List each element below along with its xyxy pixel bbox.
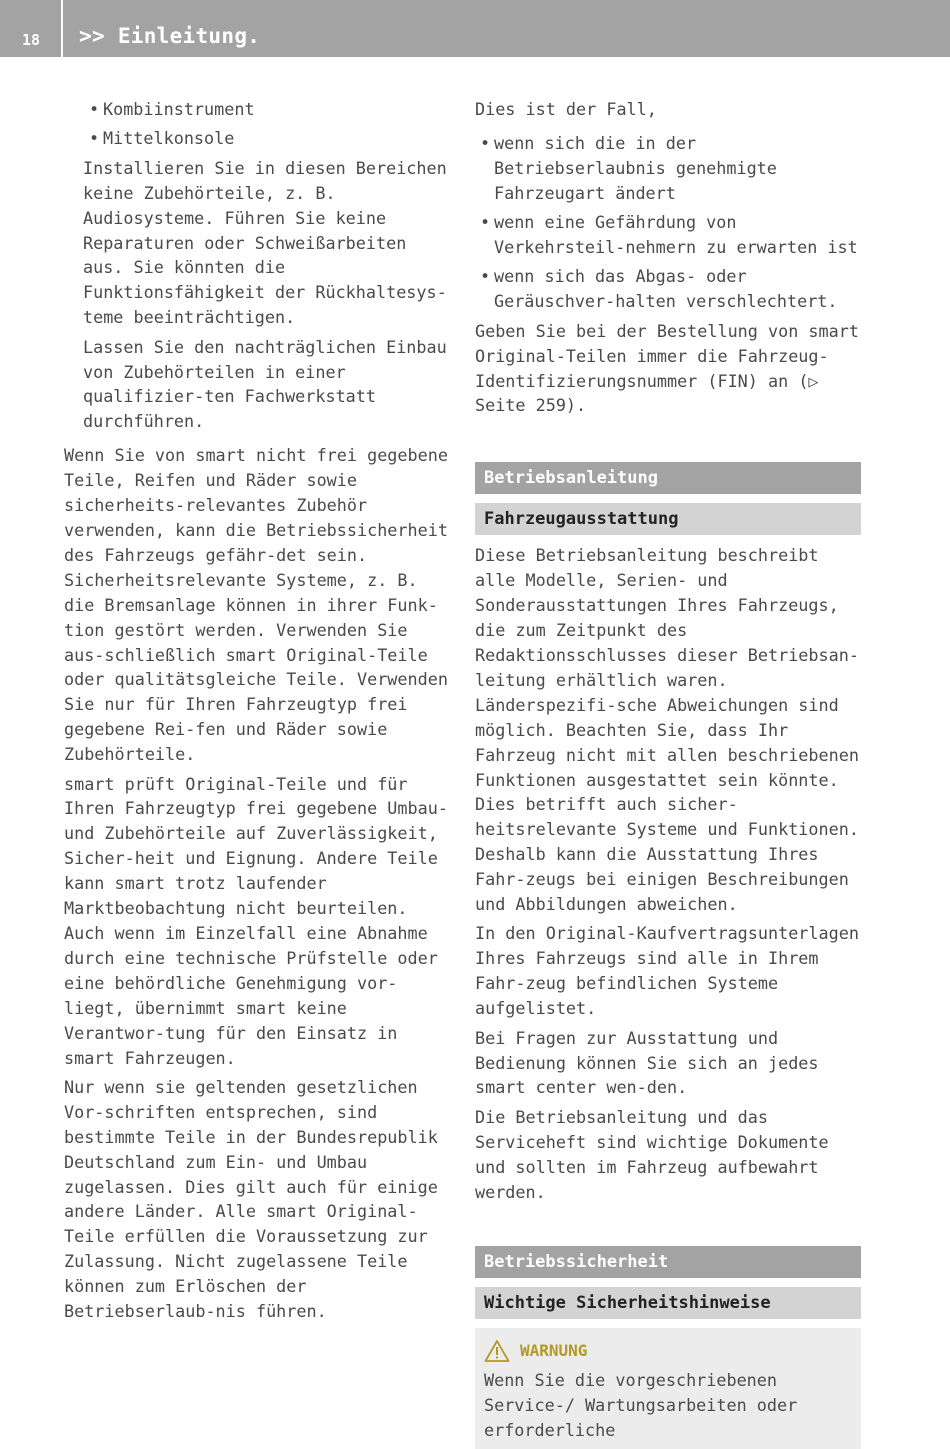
right-column	[475, 97, 861, 1449]
body-paragraph: Bei Fragen zur Ausstattung und Bedienung können Sie sich an jedes smart center wen-den.	[475, 1027, 819, 1098]
body-paragraph: Diese Betriebsanleitung beschreibt alle Modelle, Serien- und Sonderausstattungen Ihres Fahrzeugs, die zum Zeitpunkt des Redaktionsschlusses dieser Betriebsan-leitung erhältlich waren. Länderspezifi-sche Abweichungen sind möglich. Beachten Sie, dass Ihr Fahrzeug nicht mit allen beschriebenen Funktionen ausgestattet sein könnte. Dies betrifft auch sicher-heitsrelevante Systeme und Funktionen. Deshalb kann die Ausstattung Ihres Fahr-zeugs bei einigen Beschreibungen und Abbildungen abweichen.	[475, 545, 859, 915]
subsection-heading: Wichtige Sicherheitshinweise	[475, 1287, 861, 1319]
intro-text: Dies ist der Fall,	[475, 99, 657, 119]
warning-header	[484, 1334, 851, 1368]
warning-triangle-icon	[484, 1339, 510, 1363]
section-heading: Betriebsanleitung	[475, 462, 861, 494]
bullet-icon: •	[89, 99, 100, 119]
bullet-icon: •	[480, 266, 491, 287]
page-number: 18	[0, 0, 63, 57]
indented-paragraph: Installieren Sie in diesen Bereichen keine Zubehörteile, z. B. Audiosysteme. Führen Sie keine Reparaturen oder Schweißarbeiten aus. Sie könnten die Funktionsfähigkeit der Rückhaltesys-teme beeinträchtigen.	[83, 157, 447, 328]
body-paragraph: smart prüft Original-Teile und für Ihren Fahrzeugtyp frei gegebene Umbau- und Zubehörteile auf Zuverlässigkeit, Sicher-heit und Eignung. Andere Teile kann smart trotz laufender Marktbeobachtung nicht beurteilen. Auch wenn im Einzelfall eine Abnahme durch eine technische Prüfstelle oder eine behördliche Genehmigung vor-liegt, übernimmt smart keine Verantwor-tung für den Einsatz in smart Fahrzeugen.	[64, 773, 448, 1068]
indented-paragraph: Lassen Sie den nachträglichen Einbau von Zubehörteilen in einer qualifizier-ten Fachwerkstatt durchführen.	[83, 336, 447, 432]
body-paragraph	[475, 319, 861, 419]
left-column	[64, 97, 454, 1329]
body-paragraph: Wenn Sie von smart nicht frei gegebene Teile, Reifen und Räder sowie sicherheits-relevantes Zubehör verwenden, kann die Betriebssicherheit des Fahrzeugs gefähr-det sein. Sicherheitsrelevante Systeme, z. B. die Bremsanlage können in ihrer Funk-tion gestört werden. Verwenden Sie aus-schließlich smart Original-Teile oder qualitätsgleiche Teile. Verwenden Sie nur für Ihren Fahrzeugtyp frei gegebene Rei-fen und Räder sowie Zubehörteile.	[64, 445, 448, 765]
list-item: • Mittelkonsole	[64, 126, 454, 151]
bullet-icon: •	[89, 128, 100, 149]
warning-label: WARNUNG	[520, 1340, 588, 1360]
subsection-heading: Fahrzeugausstattung	[475, 503, 861, 535]
page-header	[0, 0, 950, 57]
list-item: • wenn sich die in der Betriebserlaubnis genehmigte Fahrzeugart ändert	[480, 132, 777, 203]
section-heading: Betriebssicherheit	[475, 1246, 861, 1278]
list-item: • wenn eine Gefährdung von Verkehrsteil-nehmern zu erwarten ist	[480, 212, 858, 258]
body-paragraph: In den Original-Kaufvertragsunterlagen Ihres Fahrzeugs sind alle in Ihrem Fahr-zeug befindlichen Systeme aufgelistet.	[475, 923, 859, 1019]
order-text: Geben Sie bei der Bestellung von smart Original-Teilen immer die Fahrzeug-Identifizierungsnummer (FIN) an	[475, 320, 859, 391]
bullet-icon: •	[480, 212, 491, 233]
bullet-icon: •	[480, 132, 491, 153]
chapter-title: >> Einleitung.	[79, 24, 261, 48]
list-item: • wenn sich das Abgas- oder Geräuschver-halten verschlechtert.	[480, 266, 838, 312]
page-reference-link[interactable]: (▷ Seite 259).	[475, 370, 819, 416]
body-paragraph: Nur wenn sie geltenden gesetzlichen Vor-schriften entsprechen, sind bestimmte Teile in der Bundesrepublik Deutschland zum Ein- und Umbau zugelassen. Dies gilt auch für einige andere Länder. Alle smart Original-Teile erfüllen die Voraussetzung zur Zulassung. Nicht zugelassene Teile können zum Erlöschen der Betriebserlaub-nis führen.	[64, 1076, 438, 1322]
warning-box	[475, 1328, 861, 1449]
body-paragraph: Die Betriebsanleitung und das Serviceheft sind wichtige Dokumente und sollten im Fahrzeug aufbewahrt werden.	[475, 1106, 829, 1202]
list-item: • Kombiinstrument	[64, 97, 454, 122]
warning-text: Wenn Sie die vorgeschriebenen Service-/ Wartungsarbeiten oder erforderliche	[484, 1370, 798, 1441]
